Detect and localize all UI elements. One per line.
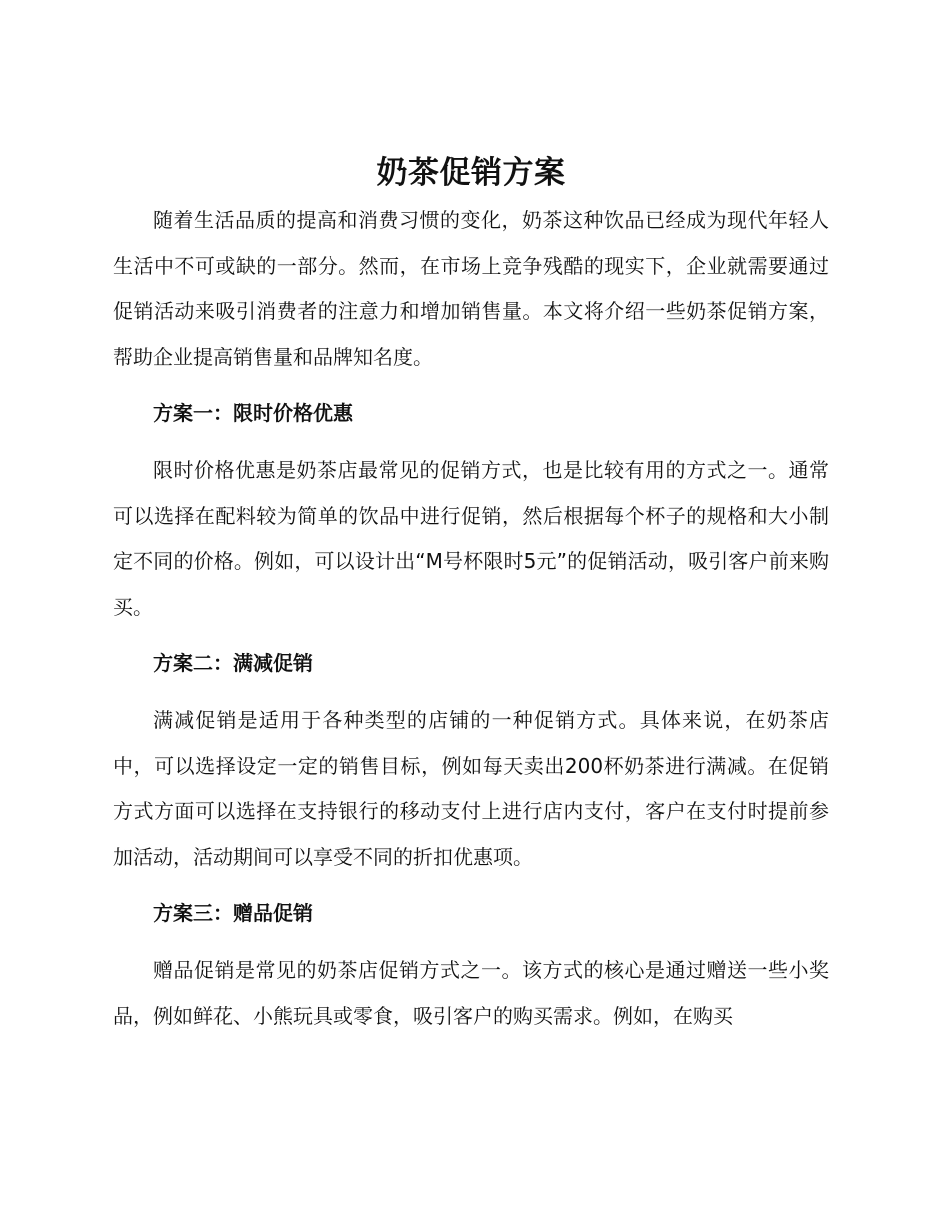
section-body-3: 赠品促销是常见的奶茶店促销方式之一。该方式的核心是通过赠送一些小奖品，例如鲜花、小熊玩具或零食，吸引客户的购买需求。例如，在购买 — [113, 958, 829, 1028]
section-heading-3: 方案三：赠品促销 — [153, 901, 313, 925]
intro-paragraph: 随着生活品质的提高和消费习惯的变化，奶茶这种饮品已经成为现代年轻人生活中不可或缺的一部分。然而，在市场上竞争残酷的现实下，企业就需要通过促销活动来吸引消费者的注意力和增加销售量。本文将介绍一些奶茶促销方案，帮助企业提高销售量和品牌知名度。 — [113, 208, 829, 369]
document-title: 奶茶促销方案 — [376, 155, 566, 191]
section-body-1: 限时价格优惠是奶茶店最常见的促销方式，也是比较有用的方式之一。通常可以选择在配料较为简单的饮品中进行促销，然后根据每个杯子的规格和大小制定不同的价格。例如，可以设计出“M号杯限时5元”的促销活动，吸引客户前来购买。 — [113, 458, 829, 619]
section-heading-2: 方案二：满减促销 — [153, 651, 313, 675]
document-body — [113, 148, 829, 1039]
section-heading-1: 方案一：限时价格优惠 — [153, 401, 353, 425]
section-body-2: 满减促销是适用于各种类型的店铺的一种促销方式。具体来说，在奶茶店中，可以选择设定一定的销售目标，例如每天卖出200杯奶茶进行满减。在促销方式方面可以选择在支持银行的移动支付上进行店内支付，客户在支付时提前参加活动，活动期间可以享受不同的折扣优惠项。 — [113, 708, 829, 869]
